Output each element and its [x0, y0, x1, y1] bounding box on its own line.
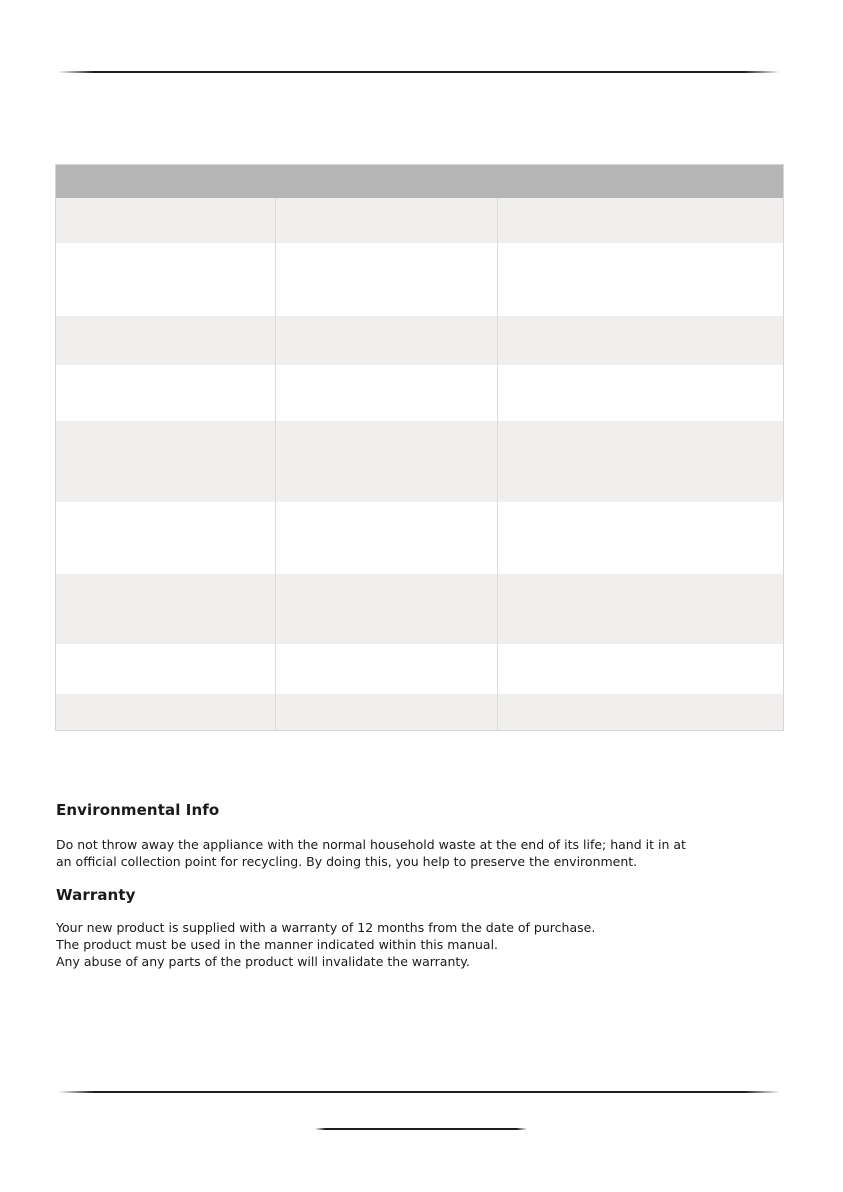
table-row [56, 365, 784, 421]
table-cell [498, 198, 784, 243]
table-cell [498, 243, 784, 316]
table-cell [56, 644, 276, 694]
table-row [56, 243, 784, 316]
table-body [56, 198, 784, 730]
table-cell [276, 365, 498, 421]
table-cell [276, 502, 498, 574]
table-header-row [56, 165, 784, 199]
table-cell [276, 198, 498, 243]
table-cell [56, 502, 276, 574]
table-row [56, 198, 784, 243]
environmental-info-text [56, 836, 776, 870]
table-cell [56, 421, 276, 502]
environmental-info-line: an official collection point for recycling. By doing this, you help to preserve the environment. [56, 854, 638, 869]
table-cell [56, 198, 276, 243]
page-marker-rule [315, 1128, 527, 1130]
environmental-info-line: Do not throw away the appliance with the normal household waste at the end of its life; hand it in at [56, 837, 686, 852]
table-cell [56, 694, 276, 730]
table-row [56, 574, 784, 644]
table-cell [276, 421, 498, 502]
table-row [56, 316, 784, 365]
warranty-line: The product must be used in the manner indicated within this manual. [56, 937, 499, 952]
warranty-line: Any abuse of any parts of the product will invalidate the warranty. [56, 954, 470, 969]
table-cell [276, 574, 498, 644]
table-cell [276, 694, 498, 730]
table-cell [56, 243, 276, 316]
table-cell [498, 502, 784, 574]
table-cell [498, 644, 784, 694]
table-cell [56, 316, 276, 365]
spec-table [55, 164, 784, 731]
table-cell [276, 243, 498, 316]
table-cell [498, 365, 784, 421]
table-cell [498, 316, 784, 365]
table-cell [276, 644, 498, 694]
table-header-cell [498, 165, 784, 199]
table-row [56, 644, 784, 694]
table-cell [498, 694, 784, 730]
table-cell [276, 316, 498, 365]
warranty-title: Warranty [56, 886, 136, 904]
warranty-line: Your new product is supplied with a warranty of 12 months from the date of purchase. [56, 920, 596, 935]
table-cell [498, 421, 784, 502]
table-row [56, 694, 784, 730]
table-cell [56, 574, 276, 644]
table-cell [56, 365, 276, 421]
header-rule [58, 71, 780, 73]
footer-rule [58, 1091, 780, 1093]
table-header-cell [56, 165, 276, 199]
table-row [56, 502, 784, 574]
environmental-info-title: Environmental Info [56, 801, 220, 819]
table-cell [498, 574, 784, 644]
warranty-text [56, 919, 776, 970]
table-header-cell [276, 165, 498, 199]
table-row [56, 421, 784, 502]
